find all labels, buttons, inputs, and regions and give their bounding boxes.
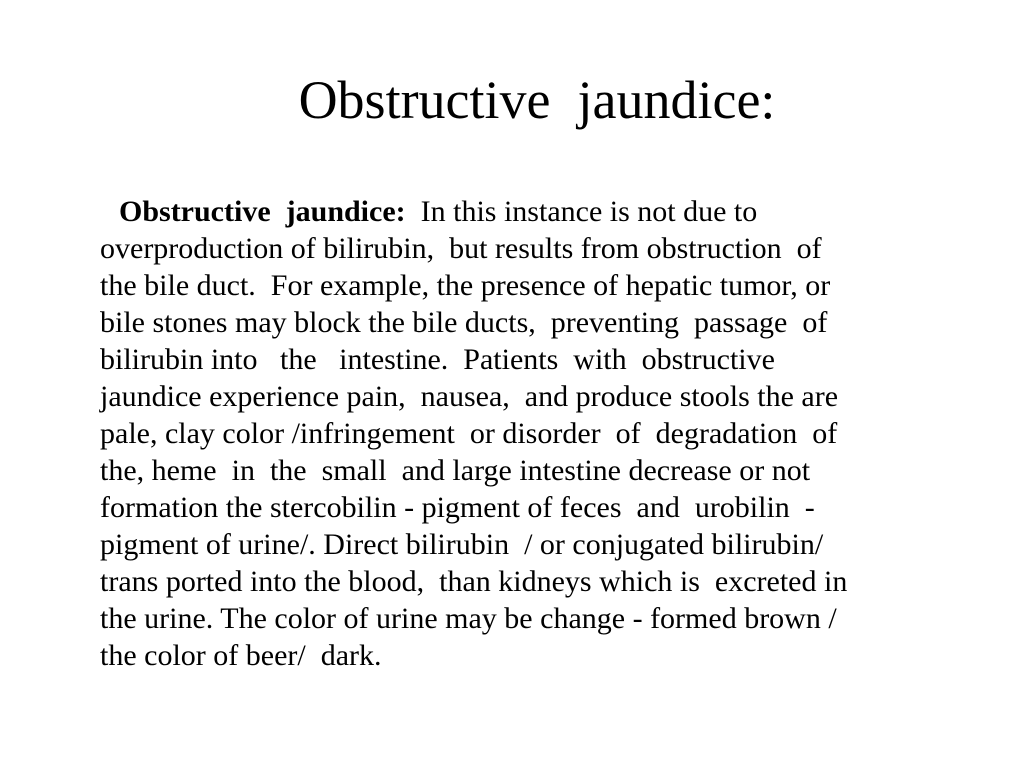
paragraph-line: jaundice experience pain, nausea, and produce stools the are: [100, 380, 839, 413]
paragraph-line: the urine. The color of urine may be change - formed brown /: [100, 602, 837, 635]
paragraph-line: the bile duct. For example, the presence of hepatic tumor, or: [100, 269, 831, 302]
paragraph-line: pigment of urine/. Direct bilirubin / or conjugated bilirubin/: [100, 528, 824, 561]
paragraph-line: pale, clay color /infringement or disorder of degradation of: [100, 417, 838, 450]
paragraph-line: trans ported into the blood, than kidneys which is excreted in: [100, 565, 848, 598]
paragraph-line: overproduction of bilirubin, but results from obstruction of: [100, 232, 822, 265]
paragraph-line-text: In this instance is not due to: [405, 195, 758, 228]
term-obstructive-jaundice: Obstructive jaundice:: [119, 195, 406, 228]
paragraph-line: formation the stercobilin - pigment of feces and urobilin -: [100, 491, 815, 524]
paragraph-line: [100, 193, 980, 230]
paragraph-line: the, heme in the small and large intestine decrease or not: [100, 454, 811, 487]
slide-title: Obstructive jaundice:: [298, 70, 776, 130]
paragraph-line: the color of beer/ dark.: [100, 639, 382, 672]
slide-body-paragraph: [100, 193, 980, 674]
paragraph-line: bile stones may block the bile ducts, preventing passage of: [100, 306, 828, 339]
paragraph-line: bilirubin into the intestine. Patients with obstructive: [100, 343, 775, 376]
